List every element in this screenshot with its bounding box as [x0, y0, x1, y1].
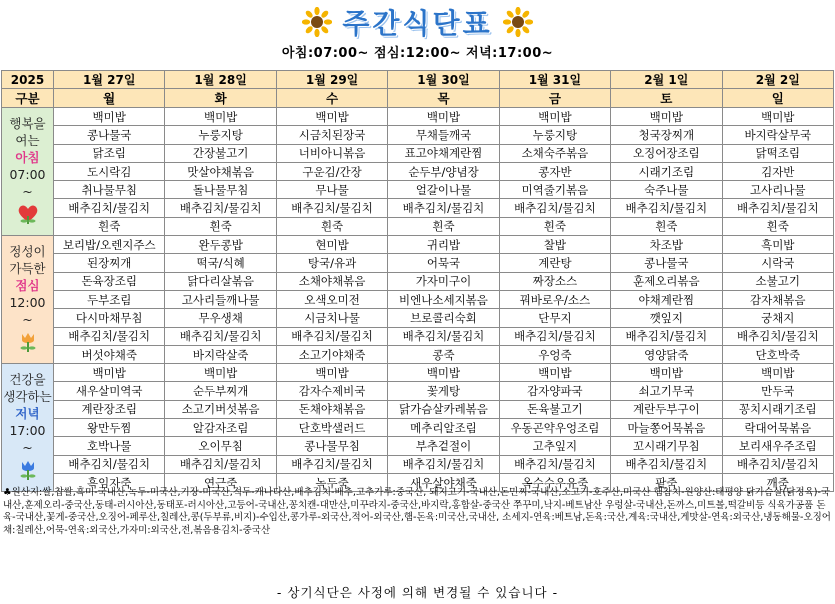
meal-label-inner [3, 371, 52, 484]
date-header-row [2, 71, 834, 89]
blue-tulip-icon [15, 458, 41, 480]
menu-cell: 찰밥 [499, 236, 610, 254]
menu-cell: 보리밥/오렌지주스 [54, 236, 165, 254]
weekday-cell: 금 [499, 89, 610, 108]
menu-cell: 배추김치/물김치 [722, 327, 833, 345]
weekday-header-row [2, 89, 834, 108]
menu-cell: 시금치나물 [276, 309, 387, 327]
table-row [2, 144, 834, 162]
table-row [2, 400, 834, 418]
menu-cell: 흰죽 [165, 217, 276, 235]
menu-cell: 배추김치/물김치 [165, 455, 276, 473]
menu-cell: 백미밥 [388, 108, 499, 126]
meal-name: 아침 [15, 150, 40, 166]
menu-cell: 취나물무침 [54, 181, 165, 199]
menu-cell: 흰죽 [611, 217, 722, 235]
table-row [2, 126, 834, 144]
table-row [2, 162, 834, 180]
menu-cell: 계란장조림 [54, 400, 165, 418]
menu-cell: 콩자반 [499, 162, 610, 180]
menu-cell: 흰죽 [276, 217, 387, 235]
menu-cell: 배추김치/물김치 [276, 199, 387, 217]
menu-cell: 소불고기 [722, 272, 833, 290]
menu-cell: 배추김치/물김치 [611, 455, 722, 473]
table-row [2, 181, 834, 199]
menu-cell: 간장불고기 [165, 144, 276, 162]
weekday-cell: 수 [276, 89, 387, 108]
menu-cell: 백미밥 [611, 108, 722, 126]
page-header [0, 0, 835, 66]
menu-cell: 닭다리살볶음 [165, 272, 276, 290]
menu-cell: 백미밥 [165, 364, 276, 382]
meal-label-lunch [2, 236, 54, 364]
menu-cell: 버섯야채죽 [54, 345, 165, 363]
menu-cell: 짜장소스 [499, 272, 610, 290]
meal-tilde: ~ [22, 312, 33, 328]
menu-cell: 오이무침 [165, 437, 276, 455]
menu-cell: 콩나물국 [54, 126, 165, 144]
menu-cell: 시래기조림 [611, 162, 722, 180]
footer-note: - 상기식단은 사정에 의해 변경될 수 있습니다 - [276, 585, 559, 600]
menu-cell: 보리새우주조림 [722, 437, 833, 455]
meal-label-inner [3, 115, 52, 228]
menu-cell: 구운김/간장 [276, 162, 387, 180]
meal-slogan: 행복을 여는 [9, 116, 46, 149]
menu-cell: 연근죽 [165, 473, 276, 491]
menu-cell: 고추잎지 [499, 437, 610, 455]
menu-cell: 시락국 [722, 254, 833, 272]
menu-cell: 배추김치/물김치 [611, 199, 722, 217]
menu-cell: 배추김치/물김치 [165, 327, 276, 345]
year-cell: 2025 [2, 71, 54, 89]
menu-cell: 감자채볶음 [722, 290, 833, 308]
table-row [2, 309, 834, 327]
menu-cell: 무우생채 [165, 309, 276, 327]
menu-cell: 무나물 [276, 181, 387, 199]
menu-cell: 콩나물국 [611, 254, 722, 272]
menu-cell: 백미밥 [54, 364, 165, 382]
weekday-cell: 토 [611, 89, 722, 108]
menu-cell: 숙주나물 [611, 181, 722, 199]
menu-cell: 떡국/식혜 [165, 254, 276, 272]
menu-cell: 백미밥 [722, 108, 833, 126]
menu-cell: 배추김치/물김치 [722, 455, 833, 473]
menu-cell: 돈육장조림 [54, 272, 165, 290]
menu-cell: 무채들깨국 [388, 126, 499, 144]
meal-slogan: 건강을 생각하는 [3, 372, 52, 405]
table-row [2, 419, 834, 437]
menu-cell: 백미밥 [54, 108, 165, 126]
weekday-cell: 화 [165, 89, 276, 108]
menu-cell: 흰죽 [499, 217, 610, 235]
menu-cell: 고사리나물 [722, 181, 833, 199]
menu-cell: 어묵국 [388, 254, 499, 272]
menu-cell: 단호박샐러드 [276, 419, 387, 437]
menu-cell: 배추김치/물김치 [276, 455, 387, 473]
menu-cell: 계란두부구이 [611, 400, 722, 418]
menu-cell: 바지락살무국 [722, 126, 833, 144]
menu-cell: 단호박죽 [722, 345, 833, 363]
sunflower-icon [302, 7, 332, 37]
sunflower-icon [503, 7, 533, 37]
menu-cell: 백미밥 [499, 364, 610, 382]
table-row [2, 217, 834, 235]
menu-cell: 알감자조림 [165, 419, 276, 437]
menu-cell: 훈제오리볶음 [611, 272, 722, 290]
table-row [2, 236, 834, 254]
meal-label-breakfast [2, 108, 54, 236]
menu-cell: 흑미밥 [722, 236, 833, 254]
menu-cell: 흰죽 [388, 217, 499, 235]
menu-cell: 꿔바로우/소스 [499, 290, 610, 308]
tulip-icon [15, 330, 41, 352]
menu-cell: 다시마채무침 [54, 309, 165, 327]
menu-cell: 꼬시래기무침 [611, 437, 722, 455]
menu-cell: 너비아니볶음 [276, 144, 387, 162]
meal-icon-wrap [15, 330, 41, 356]
menu-cell: 김자반 [722, 162, 833, 180]
menu-cell: 비엔나소세지볶음 [388, 290, 499, 308]
table-row [2, 108, 834, 126]
menu-cell: 백미밥 [388, 364, 499, 382]
menu-cell: 배추김치/물김치 [54, 455, 165, 473]
menu-cell: 소고기버섯볶음 [165, 400, 276, 418]
meal-name: 점심 [15, 278, 40, 294]
menu-cell: 배추김치/물김치 [388, 455, 499, 473]
menu-cell: 돈육불고기 [499, 400, 610, 418]
menu-cell: 돌나물무침 [165, 181, 276, 199]
menu-cell: 맛살야채볶음 [165, 162, 276, 180]
menu-cell: 소채숙주볶음 [499, 144, 610, 162]
menu-cell: 쇠고기무국 [611, 382, 722, 400]
date-cell: 1월 28일 [165, 71, 276, 89]
menu-cell: 콩죽 [388, 345, 499, 363]
origin-note: ♣원산지:쌀,찹쌀,흑미-국내산,녹두-미국산,기장-미국산,적두-캐나다산,배추김치-배추,고추가루:중국산, 돼지고기-국내산,돈민찌-국내산,소고기-호주산,미국산 햄참치-원양산:태평양 닭가슴살(닭정육)-국내산,훈제오리-중국산,동태-러시아산,동태포-러시아산,고등어-국내산,꽁치캔-대만산,미꾸라지-중국산,바지락,홍합살-중국산 쭈꾸미,낙지-베트남산 우렁살-국내산,돈까스,미트볼,떡갈비등 식육가공품 돈육-국내산,꽃게-중국산,오징어-페루산,칠레산,콩(두부류,비지)-수입산,콩가루-외국산,적어-외국산,햄-돈육:미국산,국내산, 소세지-연육:베트남,돈육:국산,계육:국내산,게맛살-연육:외국산,냉동해물-오징어채:칠레산,어묵-연육:외국산,가자미:외국산,전,볶음용김치-중국산 [3, 487, 831, 536]
menu-body [2, 108, 834, 492]
title-row [0, 4, 835, 40]
menu-cell: 흑임자죽 [54, 473, 165, 491]
menu-cell: 깻잎지 [611, 309, 722, 327]
menu-cell: 순두부찌개 [165, 382, 276, 400]
menu-cell: 배추김치/물김치 [54, 199, 165, 217]
menu-cell: 배추김치/물김치 [388, 327, 499, 345]
menu-cell: 차조밥 [611, 236, 722, 254]
menu-cell: 흰죽 [54, 217, 165, 235]
table-row [2, 437, 834, 455]
menu-cell: 배추김치/물김치 [388, 199, 499, 217]
menu-cell: 감자수제비국 [276, 382, 387, 400]
table-row [2, 199, 834, 217]
meal-name: 저녁 [15, 406, 40, 422]
menu-cell: 영양닭죽 [611, 345, 722, 363]
weekly-menu-table [1, 70, 834, 492]
menu-cell: 브로콜리숙회 [388, 309, 499, 327]
menu-cell: 오색오미전 [276, 290, 387, 308]
menu-cell: 백미밥 [276, 108, 387, 126]
meal-slogan: 정성이 가득한 [9, 244, 46, 277]
date-cell: 2월 1일 [611, 71, 722, 89]
menu-cell: 새우살미역국 [54, 382, 165, 400]
menu-cell: 가자미구이 [388, 272, 499, 290]
menu-cell: 돈채야채볶음 [276, 400, 387, 418]
meal-icon-wrap [15, 458, 41, 484]
meal-tilde: ~ [22, 184, 33, 200]
table-row [2, 382, 834, 400]
menu-cell: 우동곤약우엉조림 [499, 419, 610, 437]
menu-cell: 옥수수우유죽 [499, 473, 610, 491]
menu-cell: 부추겉절이 [388, 437, 499, 455]
menu-cell: 팥죽 [611, 473, 722, 491]
menu-cell: 백미밥 [611, 364, 722, 382]
menu-cell: 배추김치/물김치 [722, 199, 833, 217]
date-cell: 2월 2일 [722, 71, 833, 89]
menu-cell: 고사리들깨나물 [165, 290, 276, 308]
date-cell: 1월 30일 [388, 71, 499, 89]
division-label: 구분 [2, 89, 54, 108]
menu-cell: 만두국 [722, 382, 833, 400]
menu-cell: 닭떡조림 [722, 144, 833, 162]
menu-cell: 닭가슴살카레볶음 [388, 400, 499, 418]
table-row [2, 364, 834, 382]
table-row [2, 254, 834, 272]
menu-cell: 왕만두찜 [54, 419, 165, 437]
menu-cell: 우엉죽 [499, 345, 610, 363]
menu-cell: 소채야채볶음 [276, 272, 387, 290]
menu-cell: 배추김치/물김치 [499, 455, 610, 473]
table-row [2, 290, 834, 308]
menu-cell: 닭조림 [54, 144, 165, 162]
weekday-cell: 일 [722, 89, 833, 108]
menu-cell: 순두부/양념장 [388, 162, 499, 180]
weekday-cell: 월 [54, 89, 165, 108]
menu-cell: 배추김치/물김치 [165, 199, 276, 217]
menu-cell: 청국장찌개 [611, 126, 722, 144]
menu-cell: 마늘쫑어묵볶음 [611, 419, 722, 437]
menu-cell: 백미밥 [499, 108, 610, 126]
meal-time: 07:00 [9, 167, 46, 183]
meal-time: 17:00 [9, 423, 46, 439]
menu-cell: 도시락김 [54, 162, 165, 180]
menu-cell: 새우살야채죽 [388, 473, 499, 491]
menu-cell: 백미밥 [722, 364, 833, 382]
page-title: 주간식단표 [342, 7, 493, 40]
menu-cell: 오징어장조림 [611, 144, 722, 162]
table-row [2, 327, 834, 345]
menu-cell: 소고기야채죽 [276, 345, 387, 363]
menu-cell: 누룽지탕 [499, 126, 610, 144]
menu-cell: 배추김치/물김치 [276, 327, 387, 345]
table-row [2, 345, 834, 363]
date-cell: 1월 31일 [499, 71, 610, 89]
heart-flower-icon [15, 202, 41, 224]
menu-cell: 꽃게탕 [388, 382, 499, 400]
menu-cell: 얼갈이나물 [388, 181, 499, 199]
menu-cell: 감자양파국 [499, 382, 610, 400]
menu-cell: 완두콩밥 [165, 236, 276, 254]
menu-cell: 배추김치/물김치 [499, 327, 610, 345]
table-row [2, 272, 834, 290]
menu-cell: 락대어묵볶음 [722, 419, 833, 437]
menu-cell: 귀리밥 [388, 236, 499, 254]
date-cell: 1월 27일 [54, 71, 165, 89]
menu-cell: 바지락살죽 [165, 345, 276, 363]
menu-cell: 배추김치/물김치 [499, 199, 610, 217]
meal-tilde: ~ [22, 440, 33, 456]
menu-cell: 메추리알조림 [388, 419, 499, 437]
menu-cell: 두부조림 [54, 290, 165, 308]
menu-cell: 된장찌개 [54, 254, 165, 272]
date-cell: 1월 29일 [276, 71, 387, 89]
menu-cell: 깨죽 [722, 473, 833, 491]
menu-cell: 탕국/유과 [276, 254, 387, 272]
menu-cell: 계란탕 [499, 254, 610, 272]
meal-label-inner [3, 243, 52, 356]
weekday-cell: 목 [388, 89, 499, 108]
menu-cell: 단무지 [499, 309, 610, 327]
menu-cell: 야채계란찜 [611, 290, 722, 308]
menu-cell: 백미밥 [276, 364, 387, 382]
menu-cell: 궁채지 [722, 309, 833, 327]
meal-label-dinner [2, 364, 54, 492]
meal-icon-wrap [15, 202, 41, 228]
menu-cell: 미역줄기볶음 [499, 181, 610, 199]
table-row [2, 455, 834, 473]
meal-times: 아침:07:00~ 점심:12:00~ 저녁:17:00~ [281, 46, 554, 61]
menu-cell: 콩나물무침 [276, 437, 387, 455]
menu-cell: 호박나물 [54, 437, 165, 455]
menu-cell: 표고야채계란찜 [388, 144, 499, 162]
menu-cell: 꽁치시래기조림 [722, 400, 833, 418]
menu-cell: 시금치된장국 [276, 126, 387, 144]
menu-cell: 백미밥 [165, 108, 276, 126]
menu-cell: 누룽지탕 [165, 126, 276, 144]
menu-cell: 녹두죽 [276, 473, 387, 491]
menu-cell: 흰죽 [722, 217, 833, 235]
meal-time: 12:00 [9, 295, 46, 311]
menu-cell: 배추김치/물김치 [611, 327, 722, 345]
menu-cell: 현미밥 [276, 236, 387, 254]
menu-cell: 배추김치/물김치 [54, 327, 165, 345]
